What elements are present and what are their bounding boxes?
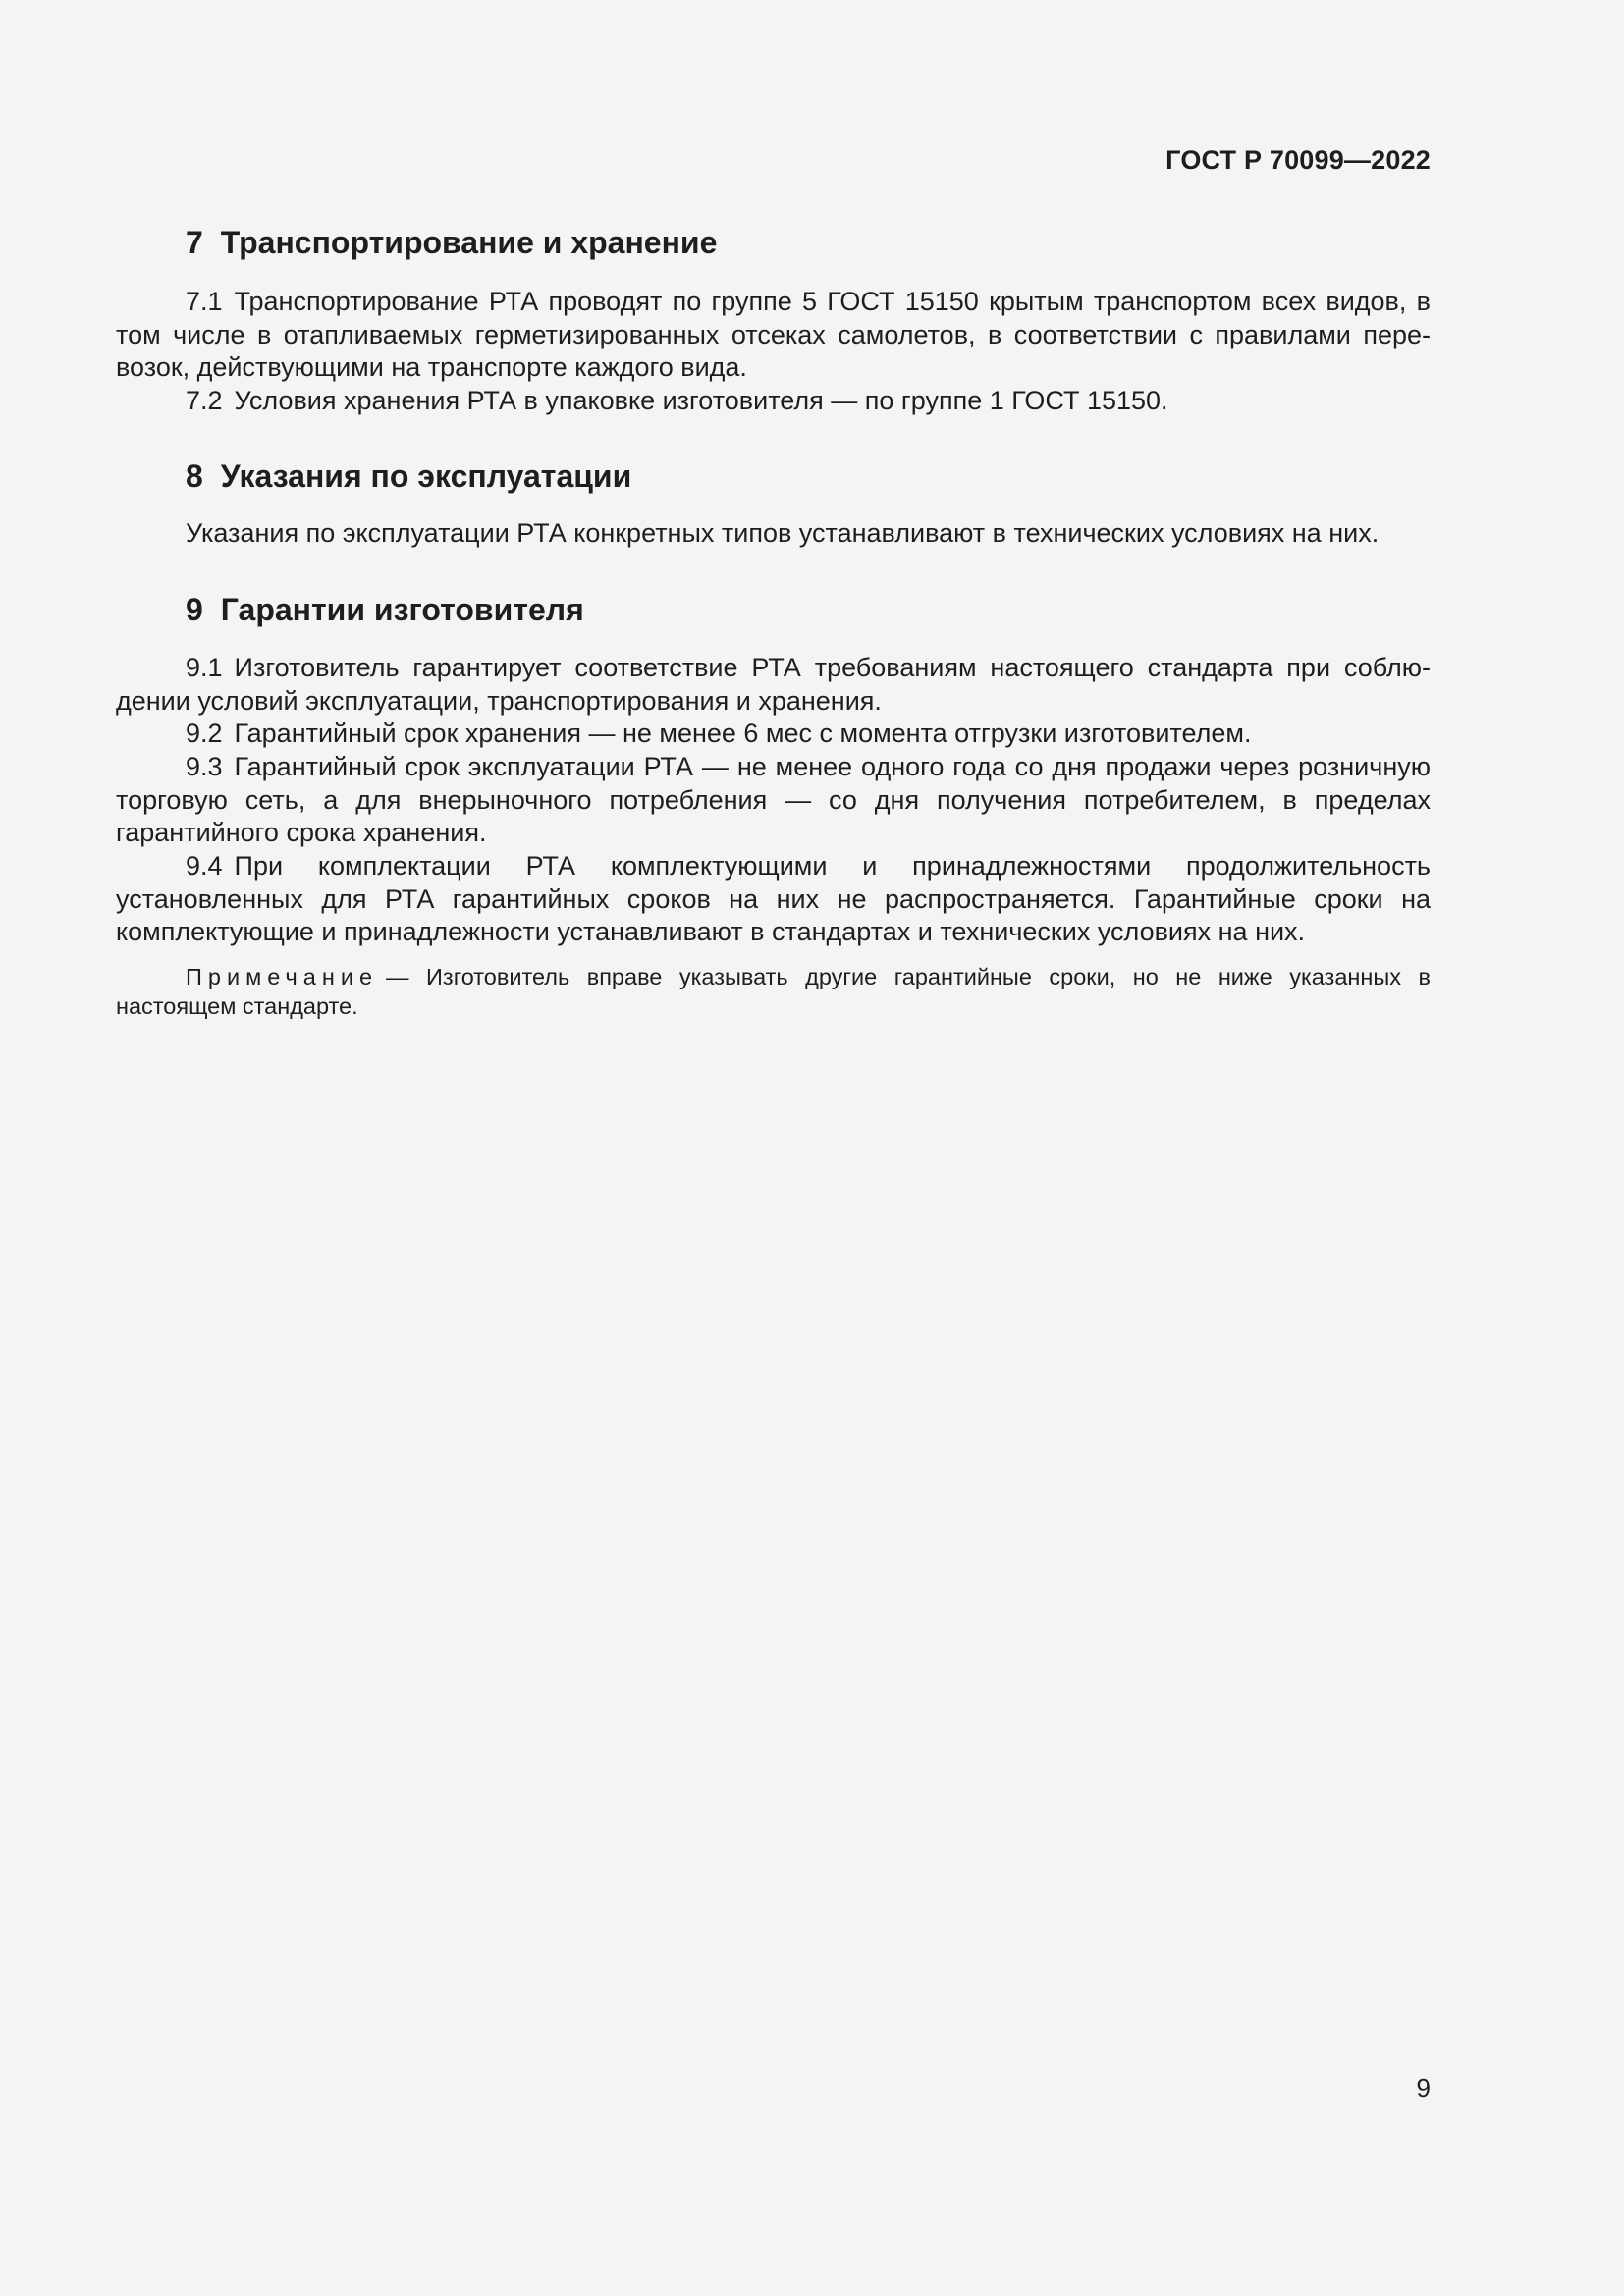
paragraph-text: Указания по эксплуатации РТА конкретных типов устанавливают в технических условиях на них. (186, 518, 1380, 548)
note-text: — Изготовитель вправе указывать другие гарантийные сроки, но не ниже указанных в настоящем стандарте. (116, 964, 1431, 1019)
paragraph-text: Гарантийный срок хранения — не менее 6 мес с момента отгрузки изготовителем. (234, 719, 1252, 748)
paragraph-text: Условия хранения РТА в упаковке изготовителя — по группе 1 ГОСТ 15150. (234, 386, 1168, 415)
paragraph-number: 7.2 (186, 386, 223, 415)
paragraph-7-1 (116, 286, 1431, 385)
paragraph-7-2 (116, 385, 1431, 418)
page-number: 9 (1416, 2073, 1431, 2103)
paragraph-text: Изготовитель гарантирует соответствие РТА требованиям настоящего стандарта при соблю-дении условий эксплуатации, транспортирования и хранения. (116, 653, 1431, 716)
note (116, 962, 1431, 1021)
section-9-title (186, 592, 584, 628)
paragraph-9-4 (116, 850, 1431, 949)
paragraph-8 (116, 517, 1431, 551)
paragraph-number: 9.4 (186, 851, 223, 881)
paragraph-9-2 (116, 718, 1431, 751)
note-label: Примечание (186, 964, 379, 989)
paragraph-9-3 (116, 751, 1431, 850)
paragraph-number: 9.3 (186, 752, 223, 781)
paragraph-text: Транспортирование РТА проводят по группе 5 ГОСТ 15150 крытым транспортом всех видов, в том числе в отапливаемых герметизированных отсеках самолетов, в соответствии с правилами пере-возок, действующими на транспорте каждого вида. (116, 287, 1431, 382)
section-8-title (186, 458, 631, 495)
section-title-text: Транспортирование и хранение (220, 225, 718, 260)
paragraph-number: 9.1 (186, 653, 223, 682)
section-number: 7 (186, 225, 203, 260)
section-title-text: Гарантии изготовителя (220, 592, 584, 627)
paragraph-text: При комплектации РТА комплектующими и принадлежностями продолжительность установленных для РТА гарантийных сроков на них не распространяется. Гарантийные сроки на комплектующие и принадлежности устанавливают в стандартах и технических условиях на них. (116, 851, 1431, 946)
paragraph-number: 7.1 (186, 287, 223, 316)
section-number: 9 (186, 592, 203, 627)
paragraph-9-1 (116, 652, 1431, 718)
section-number: 8 (186, 458, 203, 494)
paragraph-number: 9.2 (186, 719, 223, 748)
document-id: ГОСТ Р 70099—2022 (1165, 145, 1431, 175)
section-7-title (186, 225, 717, 261)
section-title-text: Указания по эксплуатации (220, 458, 632, 494)
paragraph-text: Гарантийный срок эксплуатации РТА — не менее одного года со дня продажи через розничную торговую сеть, а для внерыночного потребления — со дня получения потребителем, в пределах гарантийного срока хранения. (116, 752, 1431, 847)
